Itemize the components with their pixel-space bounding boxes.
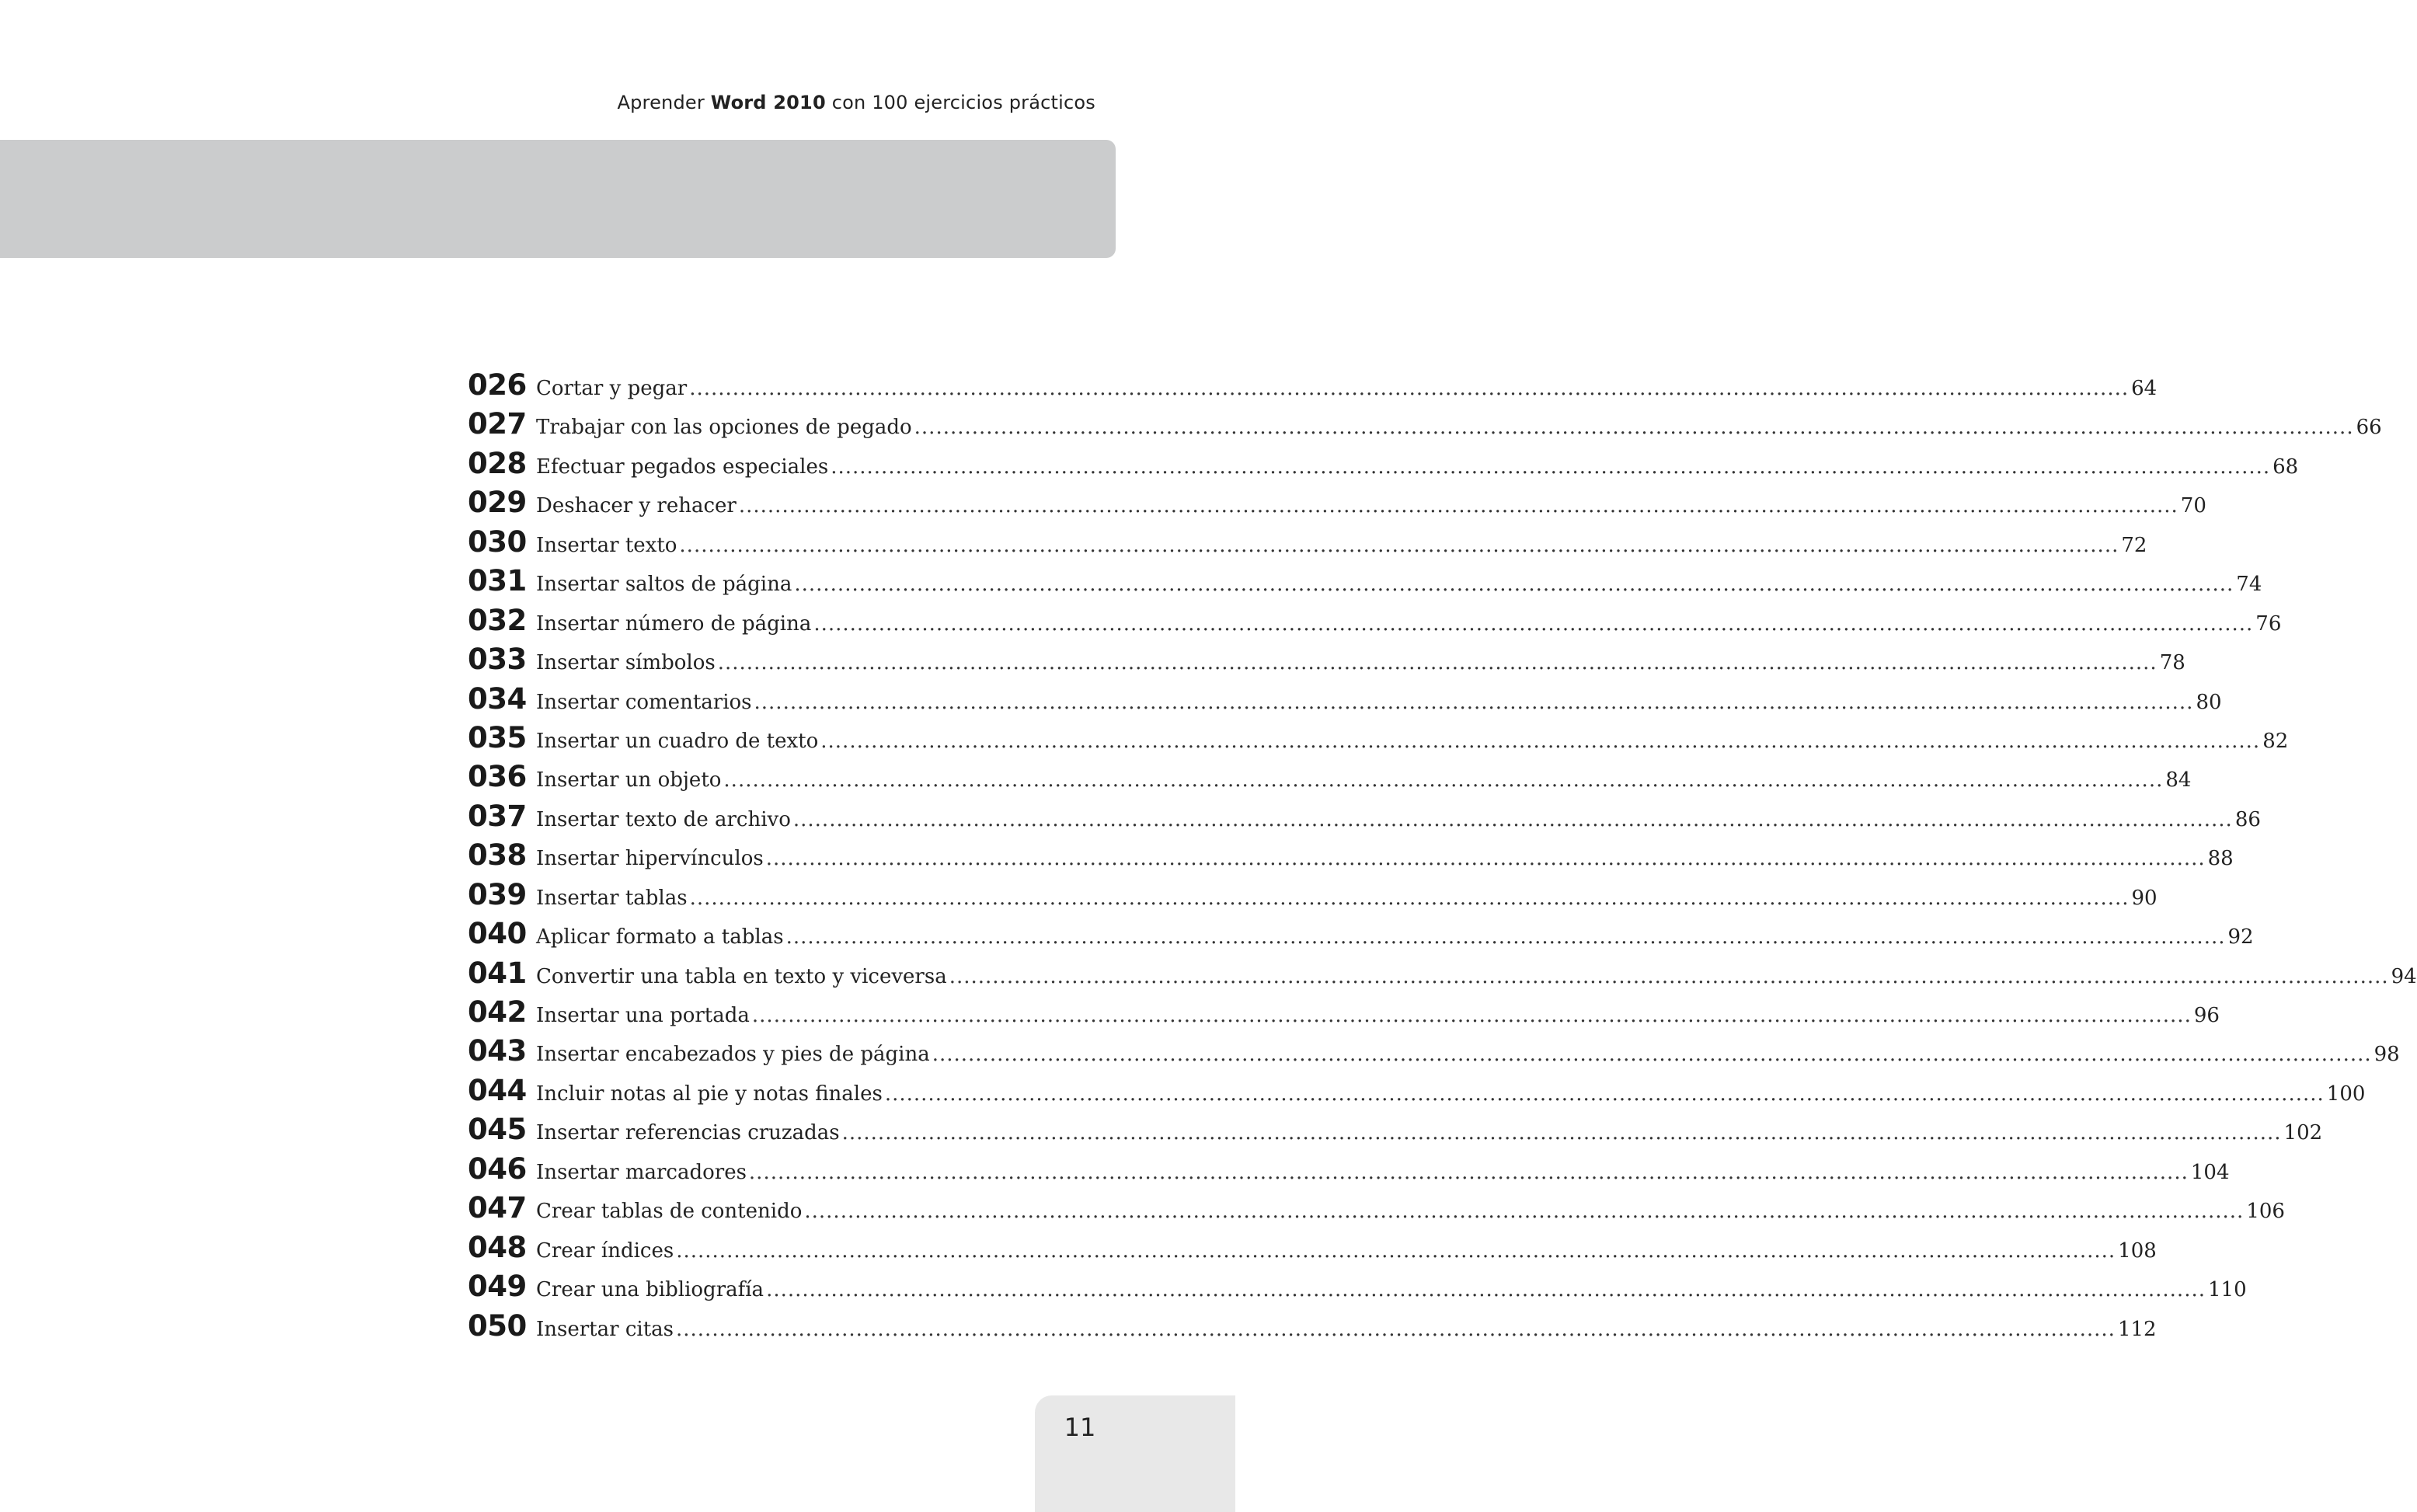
toc-entry <box>468 1073 2366 1113</box>
toc-entry-number: 028 <box>468 446 527 480</box>
toc-entry <box>468 1191 2285 1230</box>
toc-entry-number: 034 <box>468 681 527 716</box>
toc-entry-number: 033 <box>468 643 527 677</box>
toc-dot-leader: ........................................................................................................................................................................................................ <box>820 729 2261 753</box>
toc-dot-leader: ........................................................................................................................................................................................................ <box>932 1043 2372 1067</box>
page-number-tab <box>1035 1395 1235 1512</box>
toc-entry-page: 78 <box>2159 651 2185 675</box>
toc-entry-title: Insertar una portada <box>536 1004 750 1027</box>
toc-entry <box>468 1230 2157 1270</box>
toc-dot-leader: ........................................................................................................................................................................................................ <box>676 1239 2116 1263</box>
toc-entry-page: 80 <box>2196 690 2222 714</box>
toc-entry <box>468 407 2382 446</box>
toc-entry-number: 026 <box>468 368 527 402</box>
page-number: 11 <box>1064 1413 1096 1442</box>
toc-entry-number: 029 <box>468 486 527 520</box>
toc-entry-title: Insertar un cuadro de texto <box>536 729 819 753</box>
toc-entry-number: 049 <box>468 1270 527 1304</box>
toc-entry-page: 66 <box>2356 416 2382 440</box>
toc-entry-number: 041 <box>468 956 527 990</box>
toc-entry-page: 108 <box>2118 1239 2157 1263</box>
toc-entry-title: Insertar hipervínculos <box>536 847 764 871</box>
toc-entry-page: 100 <box>2326 1082 2366 1106</box>
table-of-contents <box>468 368 2417 1348</box>
toc-entry <box>468 681 2222 721</box>
toc-dot-leader: ........................................................................................................................................................................................................ <box>765 847 2206 871</box>
toc-entry <box>468 1034 2400 1073</box>
toc-entry-page: 82 <box>2262 729 2289 753</box>
toc-dot-leader: ........................................................................................................................................................................................................ <box>717 651 2158 675</box>
toc-dot-leader: ........................................................................................................................................................................................................ <box>785 925 2226 949</box>
toc-entry <box>468 956 2417 995</box>
toc-entry-number: 032 <box>468 603 527 637</box>
toc-entry-number: 043 <box>468 1034 527 1068</box>
toc-entry-page: 68 <box>2272 455 2299 479</box>
toc-entry-number: 047 <box>468 1191 527 1225</box>
toc-entry-title: Cortar y pegar <box>536 377 688 400</box>
toc-entry-page: 106 <box>2246 1200 2285 1224</box>
toc-dot-leader: ........................................................................................................................................................................................................ <box>754 690 2194 714</box>
toc-entry-number: 040 <box>468 917 527 951</box>
toc-dot-leader: ........................................................................................................................................................................................................ <box>689 886 2130 910</box>
toc-dot-leader: ........................................................................................................................................................................................................ <box>914 416 2354 440</box>
toc-entry-title: Incluir notas al pie y notas finales <box>536 1082 883 1106</box>
toc-entry-number: 048 <box>468 1230 527 1264</box>
toc-entry-title: Insertar texto de archivo <box>536 807 791 831</box>
toc-entry <box>468 446 2299 486</box>
toc-entry-page: 86 <box>2234 807 2261 831</box>
header-prefix: Aprender <box>617 92 705 113</box>
toc-entry-number: 050 <box>468 1308 527 1343</box>
toc-entry-title: Insertar saltos de página <box>536 573 792 597</box>
toc-entry-title: Crear tablas de contenido <box>536 1200 803 1224</box>
toc-entry-page: 110 <box>2208 1278 2247 1302</box>
toc-entry-title: Insertar tablas <box>536 886 688 910</box>
toc-dot-leader: ........................................................................................................................................................................................................ <box>831 455 2271 479</box>
toc-dot-leader: ........................................................................................................................................................................................................ <box>949 964 2389 988</box>
toc-dot-leader: ........................................................................................................................................................................................................ <box>738 494 2178 518</box>
toc-entry-page: 102 <box>2283 1121 2323 1145</box>
toc-entry <box>468 1270 2247 1308</box>
toc-entry-number: 038 <box>468 838 527 873</box>
toc-entry-number: 036 <box>468 760 527 794</box>
toc-dot-leader: ........................................................................................................................................................................................................ <box>813 611 2254 636</box>
toc-entry <box>468 917 2254 956</box>
toc-dot-leader: ........................................................................................................................................................................................................ <box>792 807 2233 831</box>
toc-entry-page: 90 <box>2131 886 2158 910</box>
toc-entry-title: Crear índices <box>536 1239 674 1263</box>
header-suffix: con 100 ejercicios prácticos <box>831 92 1095 113</box>
toc-entry-title: Aplicar formato a tablas <box>536 925 784 949</box>
toc-entry <box>468 877 2158 917</box>
toc-entry <box>468 1308 2157 1348</box>
running-header <box>617 92 1095 113</box>
toc-entry-title: Insertar encabezados y pies de página <box>536 1043 930 1067</box>
toc-entry-number: 044 <box>468 1073 527 1107</box>
toc-entry-title: Insertar referencias cruzadas <box>536 1121 840 1145</box>
toc-entry-title: Insertar un objeto <box>536 768 722 793</box>
toc-entry-page: 70 <box>2180 494 2206 518</box>
toc-entry-number: 045 <box>468 1113 527 1147</box>
toc-entry-title: Crear una bibliografía <box>536 1278 764 1302</box>
toc-entry <box>468 564 2262 603</box>
toc-dot-leader: ........................................................................................................................................................................................................ <box>679 533 2119 557</box>
toc-entry <box>468 643 2185 681</box>
toc-entry-number: 031 <box>468 564 527 598</box>
toc-entry-page: 104 <box>2190 1160 2230 1184</box>
toc-entry <box>468 524 2147 564</box>
header-book-title: Word 2010 <box>710 92 826 113</box>
toc-entry-page: 94 <box>2391 964 2417 988</box>
toc-entry <box>468 1151 2230 1191</box>
toc-entry-page: 84 <box>2165 768 2192 793</box>
toc-entry-page: 98 <box>2373 1043 2400 1067</box>
toc-dot-leader: ........................................................................................................................................................................................................ <box>804 1200 2245 1224</box>
toc-entry-page: 74 <box>2236 573 2262 597</box>
toc-dot-leader: ........................................................................................................................................................................................................ <box>794 573 2234 597</box>
toc-entry-page: 76 <box>2255 611 2282 636</box>
toc-entry <box>468 995 2220 1034</box>
toc-entry-title: Insertar texto <box>536 533 677 557</box>
toc-entry <box>468 799 2261 838</box>
toc-entry-title: Insertar número de página <box>536 611 812 636</box>
toc-entry-title: Efectuar pegados especiales <box>536 455 829 479</box>
toc-dot-leader: ........................................................................................................................................................................................................ <box>841 1121 2282 1145</box>
toc-entry-page: 92 <box>2227 925 2254 949</box>
toc-entry-page: 88 <box>2207 847 2234 871</box>
toc-entry-title: Deshacer y rehacer <box>536 494 737 518</box>
toc-entry-number: 030 <box>468 524 527 559</box>
toc-entry <box>468 1113 2323 1151</box>
toc-entry-page: 112 <box>2117 1317 2157 1341</box>
toc-entry-number: 027 <box>468 407 527 441</box>
toc-entry-number: 037 <box>468 799 527 833</box>
toc-dot-leader: ........................................................................................................................................................................................................ <box>689 377 2130 400</box>
toc-dot-leader: ........................................................................................................................................................................................................ <box>723 768 2164 793</box>
toc-entry-number: 035 <box>468 720 527 754</box>
toc-entry <box>468 720 2289 760</box>
toc-entry-title: Convertir una tabla en texto y viceversa <box>536 964 947 988</box>
toc-entry <box>468 760 2192 799</box>
toc-entry-title: Insertar comentarios <box>536 690 752 714</box>
toc-entry-number: 046 <box>468 1151 527 1186</box>
toc-entry <box>468 603 2282 643</box>
toc-dot-leader: ........................................................................................................................................................................................................ <box>751 1004 2192 1027</box>
toc-entry-page: 96 <box>2193 1004 2220 1027</box>
toc-entry <box>468 368 2158 407</box>
toc-dot-leader: ........................................................................................................................................................................................................ <box>884 1082 2325 1106</box>
toc-entry-number: 039 <box>468 877 527 911</box>
toc-entry-title: Trabajar con las opciones de pegado <box>536 416 912 440</box>
toc-entry-title: Insertar símbolos <box>536 651 716 675</box>
toc-entry-page: 72 <box>2121 533 2147 557</box>
toc-entry-number: 042 <box>468 995 527 1029</box>
toc-entry <box>468 838 2234 877</box>
toc-entry <box>468 486 2206 524</box>
header-band <box>0 140 1116 258</box>
toc-dot-leader: ........................................................................................................................................................................................................ <box>676 1317 2116 1341</box>
toc-dot-leader: ........................................................................................................................................................................................................ <box>766 1278 2206 1302</box>
toc-entry-page: 64 <box>2131 377 2158 400</box>
toc-entry-title: Insertar marcadores <box>536 1160 747 1184</box>
toc-entry-title: Insertar citas <box>536 1317 674 1341</box>
toc-dot-leader: ........................................................................................................................................................................................................ <box>748 1160 2189 1184</box>
